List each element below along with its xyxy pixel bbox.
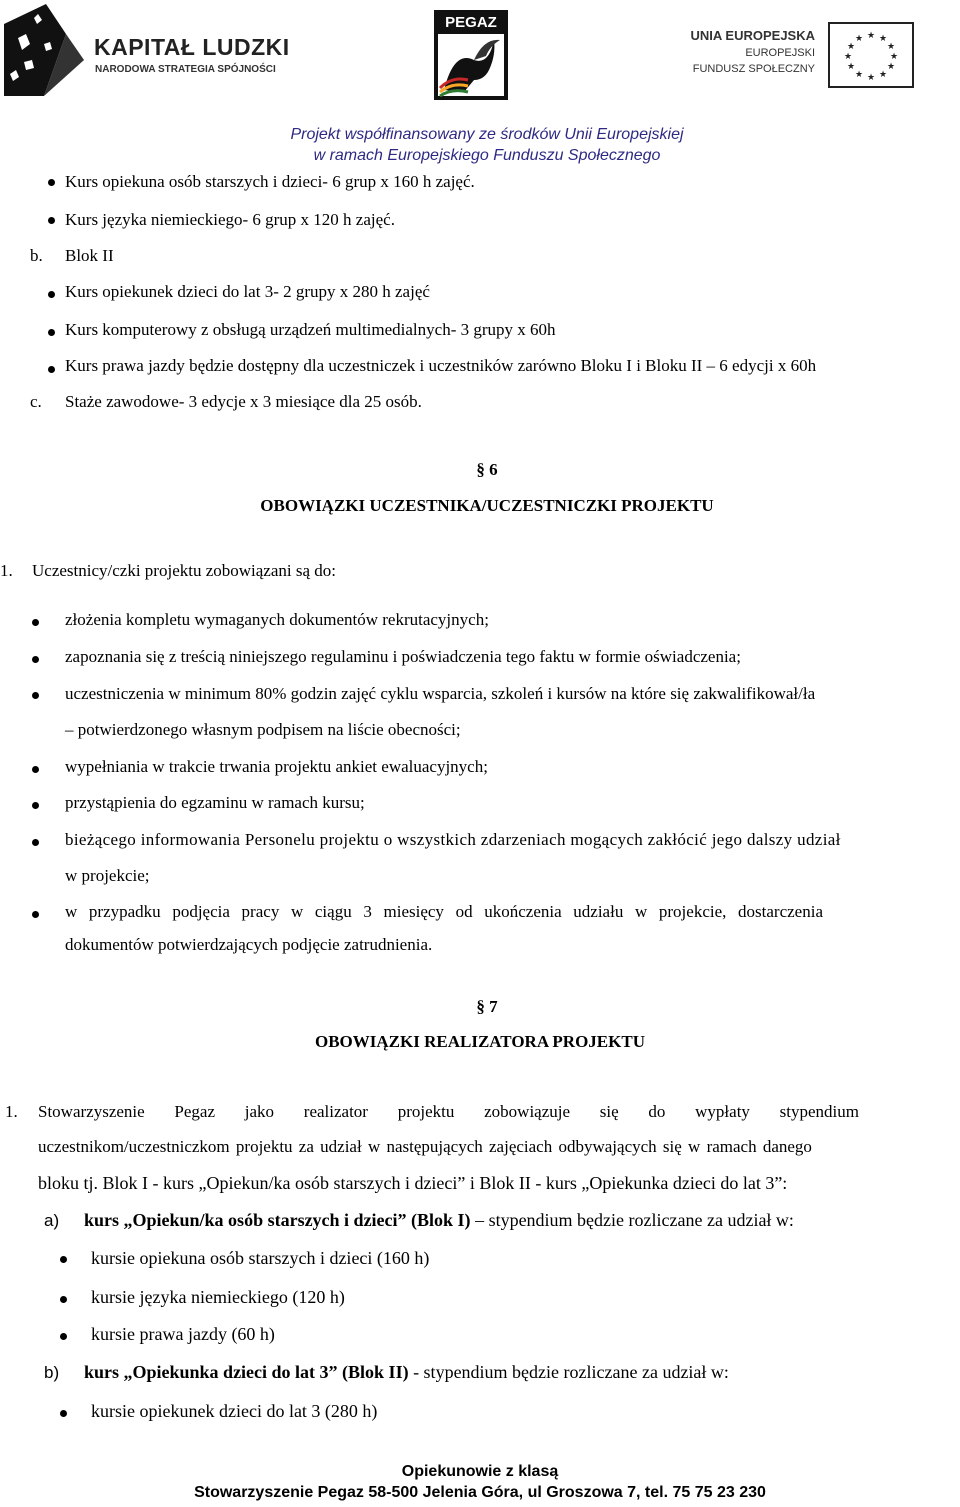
sub-heading-bold: kurs „Opiekun/ka osób starszych i dzieci” (Blok I) <box>84 1210 471 1230</box>
sub-heading-bold: kurs „Opiekunka dzieci do lat 3” (Blok II) <box>84 1362 409 1382</box>
eu-logo-line3: FUNDUSZ SPOŁECZNY <box>692 63 815 75</box>
list-marker: 1. <box>0 561 13 580</box>
block-ii-label: Blok II <box>65 246 114 265</box>
pegaz-logo-text: PEGAZ <box>445 14 497 31</box>
svg-text:★: ★ <box>846 42 856 52</box>
kapital-ludzki-emblem-icon <box>4 4 90 96</box>
list-item-continuation: – potwierdzonego własnym podpisem na liście obecności; <box>65 720 461 739</box>
list-item: w przypadku podjęcia pracy w ciągu 3 miesięcy od ukończenia udziału w projekcie, dostarczenia <box>65 902 823 921</box>
list-item-continuation: w projekcie; <box>65 866 150 885</box>
svg-text:★: ★ <box>854 34 864 44</box>
sub-heading-rest: – stypendium będzie rozliczane za udział w: <box>475 1210 794 1230</box>
paragraph-line: uczestnikom/uczestniczkom projektu za udział w następujących zajęciach odbywających się w ramach danego <box>38 1137 812 1156</box>
eu-logo <box>690 22 956 92</box>
bullet-icon <box>32 766 39 773</box>
list-marker: 1. <box>5 1102 18 1121</box>
svg-text:★: ★ <box>886 42 896 52</box>
bullet-icon <box>32 656 39 663</box>
section-title: OBOWIĄZKI UCZESTNIKA/UCZESTNICZKI PROJEKTU <box>260 496 714 515</box>
footer-line-2: Stowarzyszenie Pegaz 58-500 Jelenia Góra, ul Groszowa 7, tel. 75 75 23 230 <box>194 1484 766 1501</box>
svg-text:★: ★ <box>866 73 876 83</box>
list-item: przystąpienia do egzaminu w ramach kursu; <box>65 793 365 812</box>
bullet-icon <box>32 802 39 809</box>
eu-logo-line2: EUROPEJSKI <box>745 47 815 59</box>
section-intro: Uczestnicy/czki projektu zobowiązani są do: <box>32 561 336 580</box>
svg-text:★: ★ <box>843 52 853 62</box>
list-item-text: bieżącego informowania Personelu projektu o wszystkich zdarzeniach mogących zakłócić jego dalszy udział <box>65 830 841 849</box>
svg-text:★: ★ <box>846 62 856 72</box>
kapital-ludzki-title: KAPITAŁ LUDZKI <box>94 34 290 60</box>
list-item: uczestniczenia w minimum 80% godzin zajęć cyklu wsparcia, szkoleń i kursów na które się zakwalifikował/ła <box>65 684 816 703</box>
bullet-icon <box>60 1333 67 1340</box>
paragraph-line: bloku tj. Blok I - kurs „Opiekun/ka osób starszych i dzieci” i Blok II - kurs „Opiekunka dzieci do lat 3”: <box>38 1173 788 1193</box>
bullet-icon <box>48 366 55 373</box>
list-marker: a) <box>44 1211 60 1230</box>
list-item-continuation: dokumentów potwierdzających podjęcie zatrudnienia. <box>65 935 433 954</box>
section-number: § 6 <box>476 460 498 479</box>
list-marker: b. <box>30 246 43 265</box>
sub-heading-b <box>84 1362 729 1383</box>
project-line-1: Projekt współfinansowany ze środków Unii Europejskiej <box>290 126 684 143</box>
svg-text:★: ★ <box>878 70 888 80</box>
svg-text:★: ★ <box>866 31 876 41</box>
kapital-ludzki-logo <box>4 4 304 96</box>
list-item: Kurs opiekuna osób starszych i dzieci- 6 grup x 160 h zajęć. <box>65 172 475 191</box>
bullet-icon <box>48 179 55 186</box>
paragraph-line: Stowarzyszenie Pegaz jako realizator projektu zobowiązuje się do wypłaty stypendium <box>38 1102 860 1121</box>
sub-heading-a <box>84 1210 794 1231</box>
pegaz-logo <box>434 10 508 100</box>
eu-flag-icon <box>828 22 914 88</box>
bullet-icon <box>60 1256 67 1263</box>
list-item: kursie opiekuna osób starszych i dzieci (160 h) <box>91 1248 430 1268</box>
bullet-icon <box>48 329 55 336</box>
list-item: złożenia kompletu wymaganych dokumentów rekrutacyjnych; <box>65 610 489 629</box>
list-item: Kurs prawa jazdy będzie dostępny dla uczestniczek i uczestników zarówno Bloku I i Bloku II – 6 edycji x 60h <box>65 356 817 375</box>
section-number: § 7 <box>476 997 498 1016</box>
bullet-icon <box>32 692 39 699</box>
list-item: Staże zawodowe- 3 edycje x 3 miesiące dla 25 osób. <box>65 392 422 411</box>
list-item: kursie opiekunek dzieci do lat 3 (280 h) <box>91 1401 378 1421</box>
bullet-icon <box>60 1410 67 1417</box>
bullet-icon <box>48 291 55 298</box>
list-item: Kurs opiekunek dzieci do lat 3- 2 grupy x 280 h zajęć <box>65 282 430 301</box>
svg-text:★: ★ <box>854 70 864 80</box>
list-item: Kurs komputerowy z obsługą urządzeń multimedialnych- 3 grupy x 60h <box>65 320 556 339</box>
list-item: kursie prawa jazdy (60 h) <box>91 1324 275 1344</box>
list-item: Kurs języka niemieckiego- 6 grup x 120 h zajęć. <box>65 210 395 229</box>
list-item <box>65 830 958 850</box>
bullet-icon <box>32 839 39 846</box>
bullet-icon <box>32 911 39 918</box>
list-marker: b) <box>44 1363 60 1382</box>
svg-text:★: ★ <box>886 62 896 72</box>
list-item: wypełniania w trakcie trwania projektu ankiet ewaluacyjnych; <box>65 757 488 776</box>
bullet-icon <box>48 217 55 224</box>
list-item: kursie języka niemieckiego (120 h) <box>91 1287 345 1307</box>
kapital-ludzki-subtitle: NARODOWA STRATEGIA SPÓJNOŚCI <box>95 64 276 75</box>
section-title: OBOWIĄZKI REALIZATORA PROJEKTU <box>315 1032 645 1051</box>
sub-heading-rest: - stypendium będzie rozliczane za udział w: <box>413 1362 729 1382</box>
svg-text:★: ★ <box>878 34 888 44</box>
footer-line-1: Opiekunowie z klasą <box>401 1463 559 1480</box>
svg-text:★: ★ <box>889 52 899 62</box>
project-line-2: w ramach Europejskiego Funduszu Społecznego <box>313 147 661 164</box>
list-item: zapoznania się z treścią niniejszego regulaminu i poświadczenia tego faktu w formie oświadczenia; <box>65 647 741 666</box>
eu-logo-line1: UNIA EUROPEJSKA <box>690 28 815 43</box>
bullet-icon <box>60 1296 67 1303</box>
list-marker: c. <box>30 392 42 411</box>
bullet-icon <box>32 619 39 626</box>
